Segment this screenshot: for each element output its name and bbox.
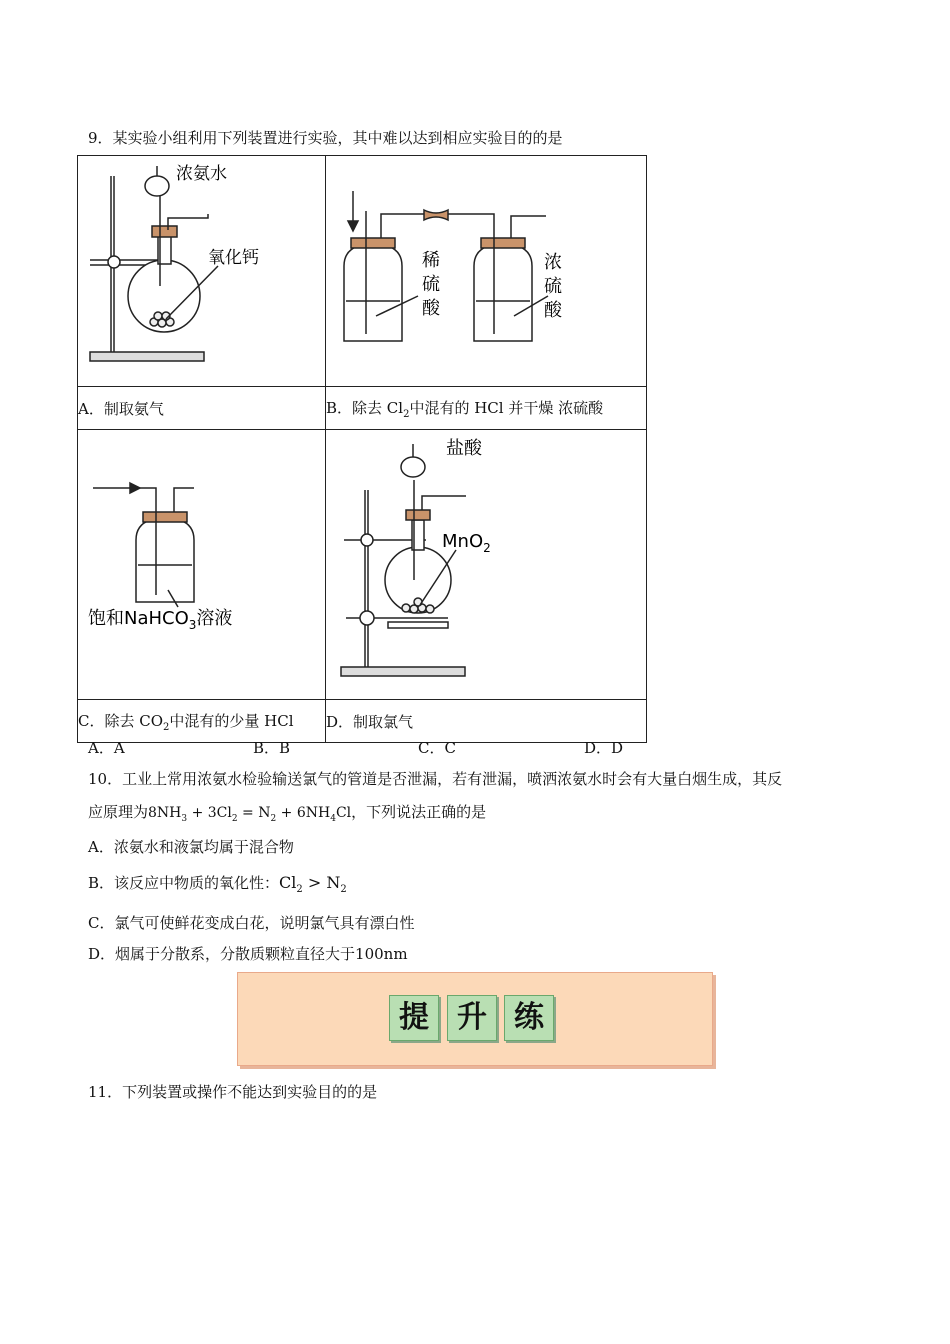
- oxidizing-order-formula: $Cl_2 > N_2$: [279, 873, 347, 896]
- q9-apparatus-table: [77, 155, 647, 743]
- label-conc-1: 浓: [544, 252, 562, 273]
- cell-c-caption: C．除去 $CO_2$中混有的少量 HCl: [78, 700, 326, 743]
- q11-stem: 11．下列装置或操作不能达到实验目的的是: [88, 1083, 378, 1101]
- label-conc-3: 酸: [544, 300, 562, 321]
- reaction-equation: $8NH_3 + 3Cl_2 = N_2 + 6NH_4Cl$: [148, 805, 352, 824]
- q9-option-c[interactable]: C．C: [418, 739, 456, 757]
- q10-option-d[interactable]: D．烟属于分散系，分散质颗粒直径大于100nm: [88, 945, 408, 963]
- q10-option-c[interactable]: C．氯气可使鲜花变成白花，说明氯气具有漂白性: [88, 914, 415, 932]
- nahco3-bottle-figure: [78, 430, 325, 695]
- improvement-practice-banner: [237, 972, 713, 1066]
- label-conc-ammonia: 浓氨水: [176, 164, 227, 184]
- label-calcium-oxide: 氧化钙: [208, 248, 259, 268]
- ammonia-apparatus-figure: [78, 156, 325, 382]
- q9-option-b[interactable]: B．B: [253, 739, 291, 757]
- label-dilute-1: 稀: [422, 250, 440, 271]
- chlorine-generator-figure: [326, 430, 646, 695]
- label-hydrochloric-acid: 盐酸: [446, 438, 482, 459]
- label-conc-2: 硫: [544, 276, 562, 297]
- cell-a-caption: A．制取氨气: [78, 387, 326, 430]
- cell-d-caption: D．制取氯气: [326, 700, 647, 743]
- gas-washing-bottles-figure: [326, 156, 646, 382]
- label-dilute-3: 酸: [422, 298, 440, 319]
- banner-char-3: 练: [504, 995, 554, 1041]
- label-nahco3: 饱和NaHCO$_3$溶液: [88, 608, 233, 632]
- cell-b-caption: B．除去 $Cl_2$中混有的 HCl 并干燥 浓硫酸: [326, 387, 647, 430]
- q9-option-a[interactable]: A．A: [88, 739, 125, 757]
- q9-stem: 9．某实验小组利用下列装置进行实验，其中难以达到相应实验目的的是: [88, 129, 563, 147]
- q9-option-d[interactable]: D．D: [584, 739, 624, 757]
- q10-option-a[interactable]: A．浓氨水和液氯均属于混合物: [88, 838, 294, 856]
- cell-a-figure: [78, 156, 326, 387]
- banner-char-1: 提: [389, 995, 439, 1041]
- cell-b-figure: [326, 156, 647, 387]
- q10-stem-line1: 10．工业上常用浓氨水检验输送氯气的管道是否泄漏，若有泄漏，喷洒浓氨水时会有大量白烟生成，其反: [88, 770, 783, 788]
- label-mno2: MnO$_2$: [442, 531, 491, 555]
- q10-option-b[interactable]: B．该反应中物质的氧化性：$Cl_2 > N_2$: [88, 873, 347, 896]
- banner-char-2: 升: [447, 995, 497, 1041]
- cell-d-figure: [326, 430, 647, 700]
- cell-c-figure: [78, 430, 326, 700]
- q10-stem-line2: 应原理为$8NH_3 + 3Cl_2 = N_2 + 6NH_4Cl$，下列说法正确的是: [88, 803, 487, 824]
- label-dilute-2: 硫: [422, 274, 440, 295]
